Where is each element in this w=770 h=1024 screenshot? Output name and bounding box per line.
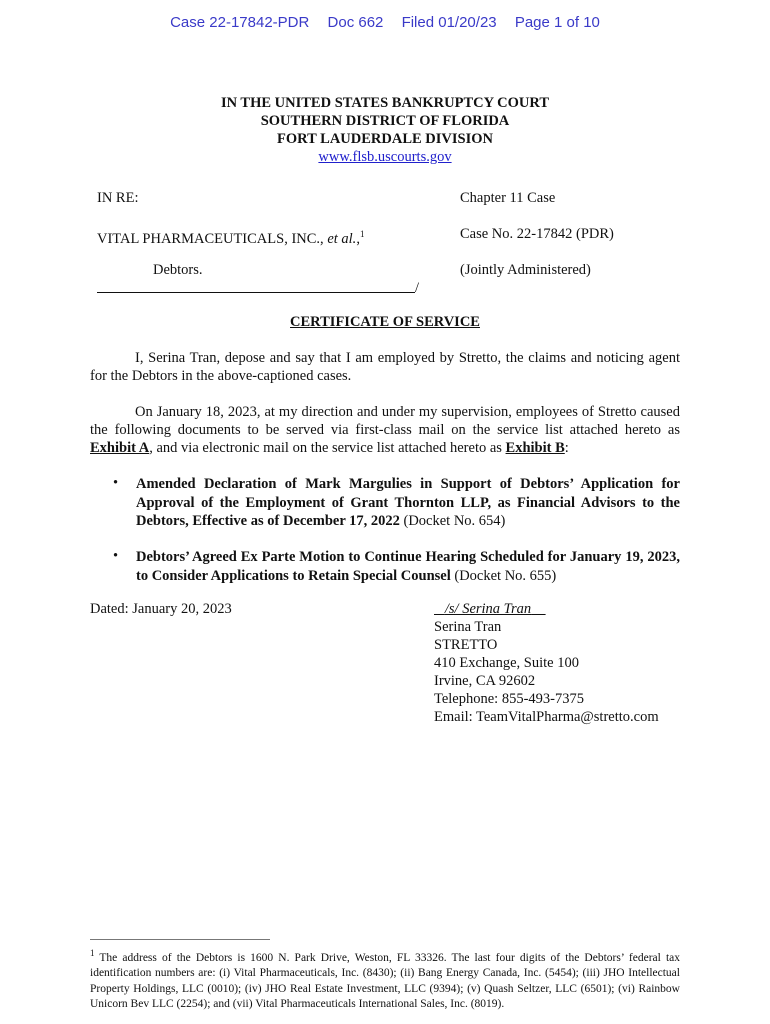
bullet-icon: • [113, 475, 119, 491]
page-count-stamp: Page 1 of 10 [514, 14, 600, 31]
debtor-name: VITAL PHARMACEUTICALS, INC., et al.,$^1$ [97, 229, 365, 247]
jointly-administered-label: (Jointly Administered) [460, 262, 591, 278]
chapter-label: Chapter 11 Case [460, 190, 556, 206]
dated-line: Dated: January 20, 2023 [90, 601, 232, 617]
signer-company: STRETTO [434, 637, 498, 653]
caption-rule [97, 292, 415, 293]
paragraph-employment: I, Serina Tran, depose and say that I am employed by Stretto, the claims and noticing agent for the Debtors in the above-captioned cases. [90, 350, 680, 384]
served-document-1: Amended Declaration of Mark Margulies in Support of Debtors’ Application for Approval of the Employment of Grant Thornton LLP, as Financial Advisors to the Debtors, Effective as of December 17, 2022 (Docket No. 654) [136, 476, 680, 529]
case-number-stamp: Case 22-17842-PDR [170, 14, 310, 31]
debtors-label: Debtors. [153, 262, 203, 278]
case-number-label: Case No. 22-17842 (PDR) [460, 226, 614, 242]
in-re-label: IN RE: [97, 190, 139, 206]
filed-date-stamp: Filed 01/20/23 [401, 14, 497, 31]
exhibit-b-reference: Exhibit B [505, 440, 565, 456]
served-document-2: Debtors’ Agreed Ex Parte Motion to Continue Hearing Scheduled for January 19, 2023, to Consider Applications to Retain Special Counsel (Docket No. 655) [136, 549, 680, 584]
signature-block [434, 600, 659, 726]
signer-email: Email: TeamVitalPharma@stretto.com [434, 709, 659, 725]
doc-number-stamp: Doc 662 [327, 14, 384, 31]
paragraph-service: On January 18, 2023, at my direction and under my supervision, employees of Stretto caused the following documents to be served via first-class mail on the service list attached hereto as Exhibit A, and via electronic mail on the service list attached hereto as Exhibit B: [90, 404, 680, 456]
signature: /s/ Serina Tran [444, 601, 532, 617]
court-line-2: SOUTHERN DISTRICT OF FLORIDA [260, 113, 510, 129]
signer-name: Serina Tran [434, 619, 502, 635]
signer-address-2: Irvine, CA 92602 [434, 673, 536, 689]
court-heading [0, 94, 770, 166]
court-line-1: IN THE UNITED STATES BANKRUPTCY COURT [220, 95, 550, 111]
court-url-link[interactable]: www.flsb.uscourts.gov [318, 149, 452, 165]
exhibit-a-reference: Exhibit A [90, 440, 150, 456]
court-line-3: FORT LAUDERDALE DIVISION [277, 131, 493, 147]
footnote: $^1$ The address of the Debtors is 1600 N. Park Drive, Weston, FL 33326. The last four digits of the Debtors’ federal tax identification numbers are: (i) Vital Pharmaceuticals, Inc. (8430); (ii) Bang Energy Canada, Inc. (5454); (iii) JHO Intellectual Property Holdings, LLC (0010); (iv) JHO Real Estate Investment, LLC (9394); (v) Quash Seltzer, LLC (6501); (vi) Rainbow Unicorn Bev LLC (2254); and (vii) Vital Pharmaceuticals International Sales, Inc. (8019). [90, 948, 680, 1011]
signer-address-1: 410 Exchange, Suite 100 [434, 655, 579, 671]
document-title: CERTIFICATE OF SERVICE [290, 314, 480, 330]
footnote-rule [90, 939, 270, 940]
bullet-icon: • [113, 548, 119, 564]
signer-telephone: Telephone: 855-493-7375 [434, 691, 584, 707]
filing-header [0, 14, 770, 31]
caption-slash: / [415, 280, 420, 296]
footnote-ref: 1 [359, 229, 365, 239]
